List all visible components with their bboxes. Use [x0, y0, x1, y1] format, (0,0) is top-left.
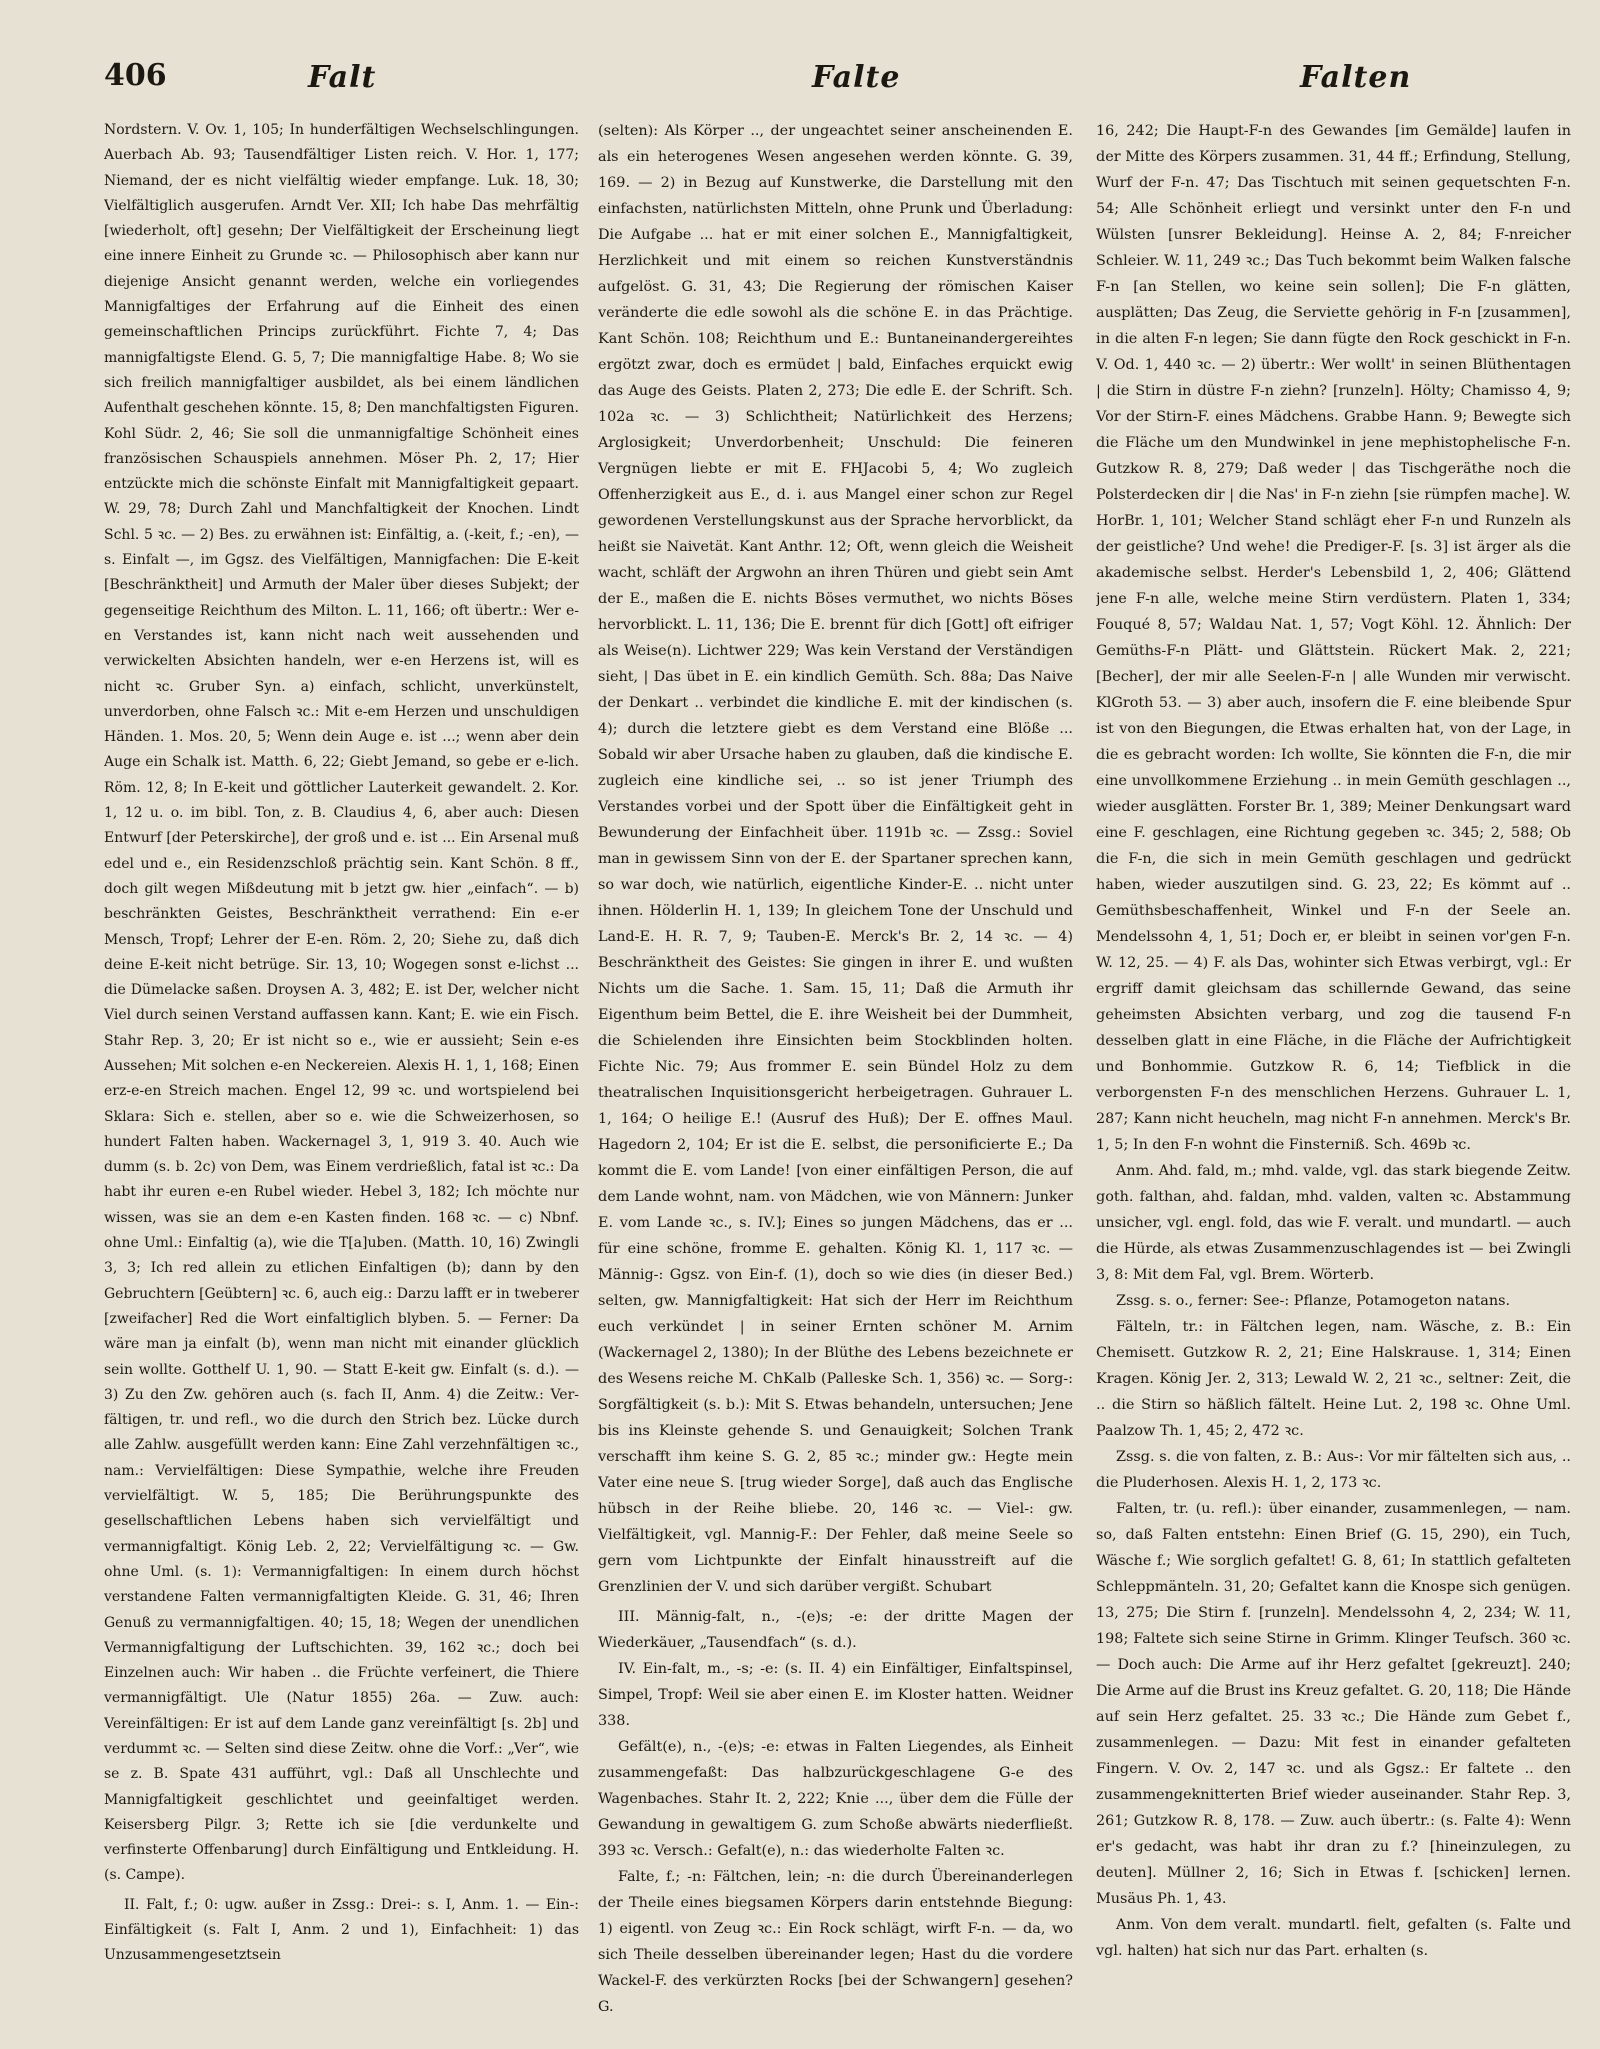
entry-paragraph: Nordstern. V. Ov. 1, 105; In hunderfältigen Wechselschlingungen. Auerbach Ab. 93; Tausendfältiger Listen reich. V. Hor. 1, 177; Niemand, der es nicht vielfältig wieder empfange. Luk. 18, 30; Vielfältiglich ausgerufen. Arndt Ver. XII; Ich habe Das mehrfältig [wiederholt, oft] gesehn; Der Vielfältigkeit der Erscheinung liegt eine innere Einheit zu Grunde ꝛc. — Philosophisch aber kann nur diejenige Ansicht genannt werden, welche ein vorliegendes Mannigfaltiges der Erfahrung auf die Einheit des einen gemeinschaftlichen Princips zurückführt. Fichte 7, 4; Das mannigfaltigste Elend. G. 5, 7; Die mannigfaltige Habe. 8; Wo sie sich freilich mannigfaltiger ausbildet, als bei einem ländlichen Aufenthalt geschehen könnte. 15, 8; Den manchfaltigsten Figuren. Kohl Südr. 2, 46; Sie soll die unmannigfaltige Schönheit eines französischen Schauspiels annehmen. Möser Ph. 2, 17; Hier entzückte mich die schönste Einfalt mit Mannigfaltigkeit gepaart. W. 29, 78; Durch Zahl und Manchfaltigkeit der Knochen. Lindt Schl. 5 ꝛc. — 2) Bes. zu erwähnen ist: Einfältig, a. (-keit, f.; -en), — s. Einfalt —, im Ggsz. des Vielfältigen, Mannigfachen: Die E-keit [Beschränktheit] und Armuth der Maler über dieses Subjekt; der gegenseitige Reichthum des Milton. L. 11, 166; oft übertr.: Wer e-en Verstandes ist, kann nicht nach weit aussehenden und verwickelten Absichten handeln, wer e-en Herzens ist, will es nicht ꝛc. Gruber Syn. a) einfach, schlicht, unverkünstelt, unverdorben, ohne Falsch ꝛc.: Mit e-em Herzen und unschuldigen Händen. 1. Mos. 20, 5; Wenn dein Auge e. ist ...; wenn aber dein Auge ein Schalk ist. Matth. 6, 22; Giebt Jemand, so gebe er e-lich. Röm. 12, 8; In E-keit und göttlicher Lauterkeit gewandelt. 2. Kor. 1, 12 u. o. im bibl. Ton, z. B. Claudius 4, 6, aber auch: Diesen Entwurf [der Peterskirche], der groß und e. ist ... Ein Arsenal muß edel und e., ein Residenzschloß prächtig sein. Kant Schön. 8 ff., doch gilt wegen Mißdeutung mit b jetzt gw. hier „einfach“. — b) beschränkten Geistes, Beschränktheit verrathend: Ein e-er Mensch, Tropf; Lehrer der E-en. Röm. 2, 20; Siehe zu, daß dich deine E-keit nicht betrüge. Sir. 13, 10; Wogegen sonst e-lichst ... die Dümelacke saßen. Droysen A. 3, 482; E. ist Der, welcher nicht Viel durch seinen Verstand auffassen kann. Kant; E. wie ein Fisch. Stahr Rep. 3, 20; Er ist nicht so e., wie er aussieht; Sein e-es Aussehen; Mit solchen e-en Neckereien. Alexis H. 1, 1, 168; Einen erz-e-en Streich machen. Engel 12, 99 ꝛc. und wortspielend bei Sklara: Sich e. stellen, aber so e. wie die Schweizerhosen, so hundert Falten haben. Wackernagel 3, 1, 919 3. 40. Auch wie dumm (s. b. 2c) von Dem, was Einem verdrießlich, fatal ist ꝛc.: Da habt ihr euren e-en Rubel wieder. Hebel 3, 182; Ich möchte nur wissen, was sie an dem e-en Kasten finden. 168 ꝛc. — c) Nbnf. ohne Uml.: Einfaltig (a), wie die T[a]uben. (Matth. 10, 16) Zwingli 3, 3; Ich red allein zu etlichen Einfaltigen (b); dann by den Gebruchtern [Geübtern] ꝛc. 6, auch eig.: Darzu lafft er in tweberer [zweifacher] Red die Wort einfaltiglich blyben. 5. — Ferner: Da wäre man ja einfalt (b), wenn man nicht mit einander glücklich sein wollte. Gotthelf U. 1, 90. — Statt E-keit gw. Einfalt (s. d.). — 3) Zu den Zw. gehören auch (s. fach II, Anm. 4) die Zeitw.: Ver-fältigen, tr. und refl., wo die durch den Strich bez. Lücke durch alle Zahlw. ausgefüllt werden kann: Eine Zahl verzehnfältigen ꝛc., nam.: Vervielfältigen: Diese Sympathie, welche ihre Freuden vervielfältigt. W. 5, 185; Die Berührungspunkte des gesellschaftlichen Lebens haben sich vervielfältigt und vermannigfaltigt. König Leb. 2, 22; Vervielfältigung ꝛc. — Gw. ohne Uml. (s. 1): Vermannigfaltigen: In einem durch höchst verstandene Falten vermannigfaltigten Kleide. G. 31, 46; Ihren Genuß zu vermannigfaltigen. 40; 15, 18; Wegen der unendlichen Vermannigfaltigung der Luftschichten. 39, 162 ꝛc.; doch bei Einzelnen auch: Wir haben .. die Früchte verfeinert, die Thiere vermannigfältigt. Ule (Natur 1855) 26a. — Zuw. auch: Vereinfältigen: Er ist auf dem Lande ganz vereinfältigt [s. 2b] und verdummt ꝛc. — Selten sind diese Zeitw. ohne die Vorf.: „Ver“, wie se z. B. Spate 431 aufführt, vgl.: Daß all Unschlechte und Mannigfaltigkeit geschlichtet und geeinfaltiget werden. Keisersberg Pilgr. 3; Rette ich sie [die verdunkelte und verfinsterte Offenbarung] durch Einfältigung und Entkleidung. H. (s. Campe).: [104, 122, 579, 1884]
entry-paragraph: III. Männig-falt, n., -(e)s; -e: der dritte Magen der Wiederkäuer, „Tausendfach“ (s. d.).: [598, 1609, 1073, 1651]
entry-paragraph: Anm. Ahd. fald, m.; mhd. valde, vgl. das stark biegende Zeitw. goth. falthan, ahd. faldan, mhd. valden, valten ꝛc. Abstammung unsicher, vgl. engl. fold, das wie F. veralt. und mundartl. — auch die Hürde, als etwas Zusammenzuschlagendes ist — bei Zwingli 3, 8: Mit dem Fal, vgl. Brem. Wörterb.: [1096, 1163, 1571, 1283]
running-head-center: Falte: [812, 60, 901, 95]
text-column-middle: [598, 118, 1073, 2030]
entry-paragraph: 16, 242; Die Haupt-F-n des Gewandes [im Gemälde] laufen in der Mitte des Körpers zusammen. 31, 44 ff.; Erfindung, Stellung, Wurf der F-n. 47; Das Tischtuch mit seinen gequetschten F-n. 54; Alle Schönheit erliegt und versinkt unter den F-n und Wülsten [unsrer Bekleidung]. Heinse A. 2, 84; F-nreicher Schleier. W. 11, 249 ꝛc.; Das Tuch bekommt beim Walken falsche F-n [an Stellen, wo keine sein sollen]; Die F-n glätten, ausplätten; Das Zeug, die Serviette gehörig in F-n [zusammen], in die alten F-n legen; Sie dann fügte den Rock geschickt in F-n. V. Od. 1, 440 ꝛc. — 2) übertr.: Wer wollt' in seinen Blüthentagen | die Stirn in düstre F-n ziehn? [runzeln]. Hölty; Chamisso 4, 9; Vor der Stirn-F. eines Mädchens. Grabbe Hann. 9; Bewegte sich die Fläche um den Mundwinkel in jene mephistophelische F-n. Gutzkow R. 8, 279; Daß weder | das Tischgeräthe noch die Polsterdecken dir | die Nas' in F-n ziehn [sie rümpfen mache]. W. HorBr. 1, 101; Welcher Stand schlägt eher F-n und Runzeln als der geistliche? Und wehe! die Prediger-F. [s. 3] ist ärger als die akademische selbst. Herder's Lebensbild 1, 2, 406; Glättend jene F-n alle, welche meine Stirn verdüstern. Platen 1, 334; Fouqué 8, 57; Waldau Nat. 1, 57; Vogt Köhl. 12. Ähnlich: Der Gemüths-F-n Plätt- und Glättstein. Rückert Mak. 2, 221; [Becher], der mir alle Seelen-F-n | alle Wunden mir verwischt. KlGroth 53. — 3) aber auch, insofern die F. eine bleibende Spur ist von den Biegungen, die Etwas erhalten hat, von der Lage, in die es gebracht worden: Ich wollte, Sie könnten die F-n, die mir eine unvollkommene Erziehung .. in mein Gemüth geschlagen .., wieder ausglätten. Forster Br. 1, 389; Meiner Denkungsart ward eine F. geschlagen, eine Richtung gegeben ꝛc. 345; 2, 588; Ob die F-n, die sich in mein Gemüth geschlagen und gedrückt haben, wieder auszutilgen sind. G. 23, 22; Es kömmt auf .. Gemüthsbeschaffenheit, Winkel und F-n der Seele an. Mendelssohn 4, 1, 51; Doch er, er bleibt in seinen vor'gen F-n. W. 12, 25. — 4) F. als Das, wohinter sich Etwas verbirgt, vgl.: Er ergriff damit gleichsam das schillernde Gewand, das seine geheimsten Absichten verbarg, und zog die tausend F-n desselben glatt in eine Fläche, in die Fläche der Aufrichtigkeit und Bonhommie. Gutzkow R. 6, 14; Tiefblick in die verborgensten F-n des menschlichen Herzens. Guhrauer L. 1, 287; Kann nicht heucheln, mag nicht F-n annehmen. Merck's Br. 1, 5; In den F-n wohnt die Finsterniß. Sch. 469b ꝛc.: [1096, 123, 1571, 1153]
text-column-right: [1096, 118, 1571, 2030]
entry-paragraph: Gefält(e), n., -(e)s; -e: etwas in Falten Liegendes, als Einheit zusammengefaßt: Das halbzurückgeschlagene G-e des Wagenbaches. Stahr It. 2, 222; Knie ..., über dem die Fülle der Gewandung in gewaltigem G. zum Schoße abwärts niederfließt. 393 ꝛc. Versch.: Gefalt(e), n.: das wiederholte Falten ꝛc.: [598, 1739, 1073, 1859]
page-header: [0, 46, 1600, 106]
running-head-left: Falt: [308, 60, 377, 95]
entry-paragraph: Falten, tr. (u. refl.): über einander, zusammenlegen, — nam. so, daß Falten entstehn: Einen Brief (G. 15, 290), ein Tuch, Wäsche f.; Wie sorglich gefaltet! G. 8, 61; In stattlich gefalteten Schleppmänteln. 31, 20; Gefaltet kann die Knospe sich genügen. 13, 275; Die Stirn f. [runzeln]. Mendelssohn 4, 2, 234; W. 11, 198; Faltete sich seine Stirne in Grimm. Klinger Teufsch. 360 ꝛc. — Doch auch: Die Arme auf ihr Herz gefaltet [gekreuzt]. 240; Die Arme auf die Brust ins Kreuz gefaltet. G. 20, 118; Die Hände auf sein Herz gefaltet. 25. 33 ꝛc.; Die Hände zum Gebet f., zusammenlegen. — Dazu: Mit fest in einander gefalteten Fingern. V. Ov. 2, 147 ꝛc. und als Ggsz.: Er faltete .. den zusammengeknitterten Brief wieder auseinander. Stahr Rep. 3, 261; Gutzkow R. 8, 178. — Zuw. auch übertr.: (s. Falte 4): Wenn er's gedacht, was habt ihr dran zu f.? [hineinzulegen, zu deuten]. Müllner 2, 16; Sich in Etwas f. [schicken] lernen. Musäus Ph. 1, 43.: [1096, 1501, 1571, 1907]
entry-paragraph: Anm. Von dem veralt. mundartl. fielt, gefalten (s. Falte und vgl. halten) hat sich nur das Part. erhalten (s.: [1096, 1917, 1571, 1959]
page-number: 406: [104, 58, 167, 93]
entry-paragraph: Falte, f.; -n: Fältchen, lein; -n: die durch Übereinanderlegen der Theile eines biegsamen Körpers darin entstehnde Biegung: 1) eigentl. von Zeug ꝛc.: Ein Rock schlägt, wirft F-n. — da, wo sich Theile desselben übereinander legen; Hast du die vordere Wackel-F. des verkürzten Rocks [bei der Schwangern] gesehen? G.: [598, 1869, 1073, 2015]
text-column-left: [104, 118, 579, 2030]
entry-paragraph: IV. Ein-falt, m., -s; -e: (s. II. 4) ein Einfältiger, Einfaltspinsel, Simpel, Tropf: Weil sie aber einen E. im Kloster hatten. Weidner 338.: [598, 1661, 1073, 1729]
entry-paragraph: Zssg. s. o., ferner: See-: Pflanze, Potamogeton natans.: [1116, 1293, 1511, 1309]
entry-paragraph: Zssg. s. die von falten, z. B.: Aus-: Vor mir fältelten sich aus, .. die Pluderhosen. Alexis H. 1, 2, 173 ꝛc.: [1096, 1449, 1571, 1491]
running-head-right: Falten: [1300, 60, 1412, 95]
entry-paragraph: (selten): Als Körper .., der ungeachtet seiner anscheinenden E. als ein heterogenes Wesen angesehen werden könnte. G. 39, 169. — 2) in Bezug auf Kunstwerke, die Darstellung mit den einfachsten, natürlichsten Mitteln, ohne Prunk und Überladung: Die Aufgabe ... hat er mit einer solchen E., Mannigfaltigkeit, Herzlichkeit und mit einem so reichen Kunstverständnis aufgelöst. G. 31, 43; Die Regierung der römischen Kaiser veränderte die edle sowohl als die schöne E. in das Prächtige. Kant Schön. 108; Reichthum und E.: Buntaneinandergereihtes ergötzt zwar, doch es ermüdet | bald, Einfaches erquickt ewig das Auge des Geists. Platen 2, 273; Die edle E. der Schrift. Sch. 102a ꝛc. — 3) Schlichtheit; Natürlichkeit des Herzens; Arglosigkeit; Unverdorbenheit; Unschuld: Die feineren Vergnügen liebte er mit E. FHJacobi 5, 4; Wo zugleich Offenherzigkeit aus E., d. i. aus Mangel einer schon zur Regel gewordenen Verstellungskunst aus der Sprache hervorblickt, da heißt sie Naivetät. Kant Anthr. 12; Oft, wenn gleich die Weisheit wacht, schläft der Argwohn an ihren Thüren und giebt sein Amt der E., maßen die E. nichts Böses vermuthet, wo nichts Böses hervorblickt. L. 11, 136; Die E. brennt für dich [Gott] oft eifriger als Weise(n). Lichtwer 229; Was kein Verstand der Verständigen sieht, | Das übet in E. ein kindlich Gemüth. Sch. 88a; Das Naive der Denkart .. verbindet die kindliche E. mit der kindischen (s. 4); durch die letztere giebt es dem Verstand eine Blöße ... Sobald wir aber Ursache haben zu glauben, daß die kindische E. zugleich eine kindliche sei, .. so ist jener Triumph des Verstandes vorbei und der Spott über die Einfältigkeit geht in Bewunderung der Einfachheit über. 1191b ꝛc. — Zssg.: Soviel man in gewissem Sinn von der E. der Spartaner sprechen kann, so war doch, wie natürlich, eigentliche Kinder-E. .. nicht unter ihnen. Hölderlin H. 1, 139; In gleichem Tone der Unschuld und Land-E. H. R. 7, 9; Tauben-E. Merck's Br. 2, 14 ꝛc. — 4) Beschränktheit des Geistes: Sie gingen in ihrer E. und wußten Nichts um die Sache. 1. Sam. 15, 11; Daß die Armuth ihr Eigenthum beim Bettel, die E. ihre Weisheit bei der Dummheit, die Schielenden ihre Einsichten beim Stockblinden holten. Fichte Nic. 79; Aus frommer E. sein Bündel Holz zu dem theatralischen Inquisitionsgericht herbeigetragen. Guhrauer L. 1, 164; O heilige E.! (Ausruf des Huß); Der E. offnes Maul. Hagedorn 2, 104; Er ist die E. selbst, die personificierte E.; Da kommt die E. vom Lande! [von einer einfältigen Person, die auf dem Lande wohnt, nam. von Mädchen, wie von Männern: Junker E. vom Lande ꝛc., s. IV.]; Eines so jungen Mädchens, das er ... für eine schöne, fromme E. gehalten. König Kl. 1, 117 ꝛc. — Männig-: Ggsz. von Ein-f. (1), doch so wie dies (in dieser Bed.) selten, gw. Mannigfaltigkeit: Hat sich der Herr im Reichthum euch verkündet | in seiner Ernten schöner M. Arnim (Wackernagel 2, 1380); In der Blüthe des Lebens bezeichnete er des Wesens reiche M. ChKalb (Palleske Sch. 1, 356) ꝛc. — Sorg-: Sorgfältigkeit (s. b.): Mit S. Etwas behandeln, untersuchen; Jene bis ins Kleinste gehende S. und Genauigkeit; Solchen Trank verschafft ihm keine S. G. 2, 85 ꝛc.; minder gw.: Hegte mein Vater eine neue S. [trug wieder Sorge], daß auch das Englische hübsch in der Reihe bliebe. 20, 146 ꝛc. — Viel-: gw. Vielfältigkeit, vgl. Mannig-F.: Der Fehler, daß meine Seele so gern vom Lichtpunkte der Einfalt hinausstreift auf die Grenzlinien der V. und sich darüber vergißt. Schubart: [598, 123, 1073, 1595]
entry-paragraph: Fälteln, tr.: in Fältchen legen, nam. Wäsche, z. B.: Ein Chemisett. Gutzkow R. 2, 21; Eine Halskrause. 1, 314; Einen Kragen. König Jer. 2, 313; Lewald W. 2, 21 ꝛc., seltner: Zeit, die .. die Stirn so häßlich fältelt. Heine Lut. 2, 198 ꝛc. Ohne Uml. Paalzow Th. 1, 45; 2, 472 ꝛc.: [1096, 1319, 1571, 1439]
entry-paragraph: II. Falt, f.; 0: ugw. außer in Zssg.: Drei-: s. I, Anm. 1. — Ein-: Einfältigkeit (s. Falt I, Anm. 2 und 1), Einfachheit: 1) das Unzusammengesetztsein: [104, 1896, 579, 1964]
